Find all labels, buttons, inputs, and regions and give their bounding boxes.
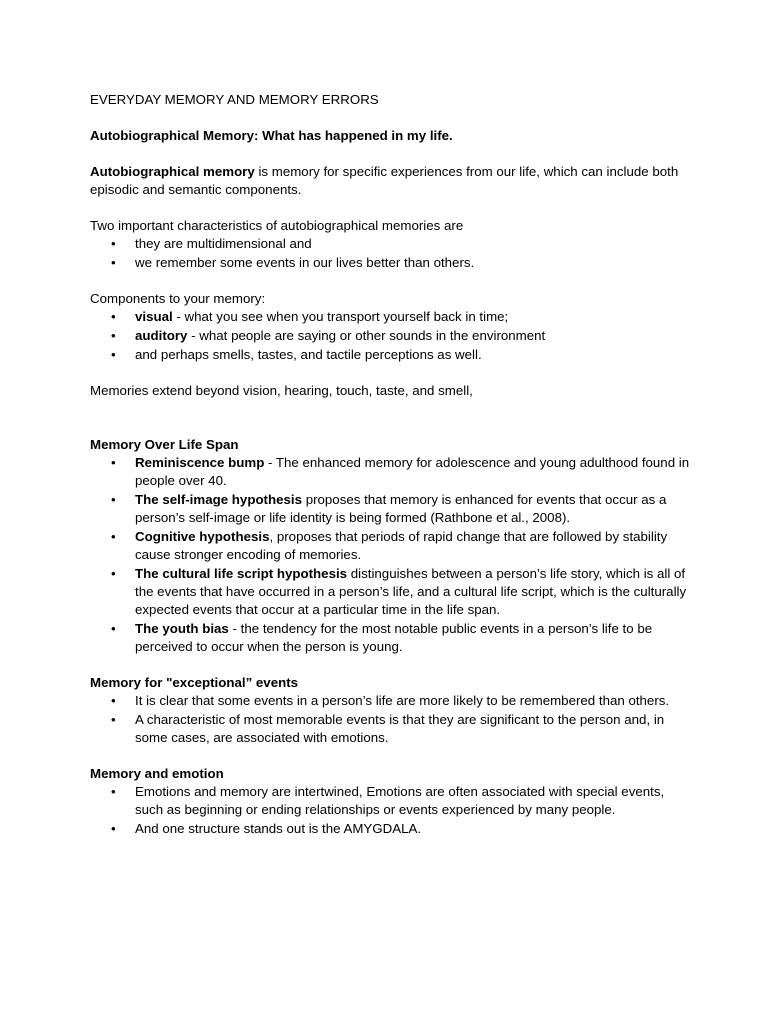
characteristics-list bbox=[90, 235, 690, 272]
section-heading-autobiographical: Autobiographical Memory: What has happened in my life. bbox=[90, 128, 453, 143]
lifespan-list bbox=[90, 454, 690, 656]
bullet-icon: • bbox=[111, 492, 116, 507]
bullet-icon: • bbox=[111, 566, 116, 581]
document-page bbox=[90, 91, 690, 839]
definition-text: is memory for specific experiences from our life, which can include both episodic and semantic components. bbox=[90, 164, 679, 197]
exceptional-list bbox=[90, 692, 690, 747]
section-heading-emotion: Memory and emotion bbox=[90, 766, 224, 781]
components-list bbox=[90, 308, 690, 364]
document-title: EVERYDAY MEMORY AND MEMORY ERRORS bbox=[90, 92, 379, 107]
list-item: • Cognitive hypothesis, proposes that periods of rapid change that are followed by stability cause stronger encoding of memories. bbox=[111, 529, 668, 562]
bullet-icon: • bbox=[111, 455, 116, 470]
components-intro: Components to your memory: bbox=[90, 291, 266, 306]
section-heading-lifespan: Memory Over Life Span bbox=[90, 437, 239, 452]
bullet-icon: • bbox=[111, 347, 116, 362]
bullet-icon: • bbox=[111, 784, 116, 799]
bullet-icon: • bbox=[111, 621, 116, 636]
bullet-icon: • bbox=[111, 821, 116, 836]
definition-paragraph bbox=[90, 163, 690, 199]
list-item: • The youth bias - the tendency for the most notable public events in a person’s life to be perceived to occur when the person is young. bbox=[111, 621, 653, 654]
characteristics-intro: Two important characteristics of autobiographical memories are bbox=[90, 218, 464, 233]
list-item: • It is clear that some events in a person’s life are more likely to be remembered than others. bbox=[111, 693, 670, 708]
list-item: • visual - what you see when you transport yourself back in time; bbox=[111, 309, 509, 324]
list-item: • The self-image hypothesis proposes that memory is enhanced for events that occur as a person’s self-image or life identity is being formed (Rathbone et al., 2008). bbox=[111, 492, 667, 525]
list-item: • A characteristic of most memorable events is that they are significant to the person and, in some cases, are associated with emotions. bbox=[111, 712, 665, 745]
list-item: • auditory - what people are saying or other sounds in the environment bbox=[111, 328, 546, 343]
list-item: • and perhaps smells, tastes, and tactile perceptions as well. bbox=[111, 347, 482, 362]
bullet-icon: • bbox=[111, 255, 116, 270]
bullet-icon: • bbox=[111, 236, 116, 251]
list-item: • And one structure stands out is the AMYGDALA. bbox=[111, 821, 422, 836]
list-item: • we remember some events in our lives better than others. bbox=[111, 255, 475, 270]
list-item: • Reminiscence bump - The enhanced memory for adolescence and young adulthood found in people over 40. bbox=[111, 455, 690, 488]
bullet-icon: • bbox=[111, 529, 116, 544]
section-heading-exceptional: Memory for "exceptional” events bbox=[90, 675, 299, 690]
beyond-senses-paragraph: Memories extend beyond vision, hearing, touch, taste, and smell, bbox=[90, 383, 473, 398]
list-item: • they are multidimensional and bbox=[111, 236, 312, 251]
list-item: • The cultural life script hypothesis distinguishes between a person’s life story, which is all of the events that have occurred in a person’s life, and a cultural life script, which is the culturally expected events that occur at a particular time in the life span. bbox=[111, 566, 687, 617]
definition-term: Autobiographical memory bbox=[90, 164, 255, 179]
bullet-icon: • bbox=[111, 712, 116, 727]
bullet-icon: • bbox=[111, 309, 116, 324]
list-item: • Emotions and memory are intertwined, Emotions are often associated with special events, such as beginning or ending relationships or events experienced by many people. bbox=[111, 784, 665, 817]
emotion-list bbox=[90, 783, 690, 838]
bullet-icon: • bbox=[111, 693, 116, 708]
bullet-icon: • bbox=[111, 328, 116, 343]
